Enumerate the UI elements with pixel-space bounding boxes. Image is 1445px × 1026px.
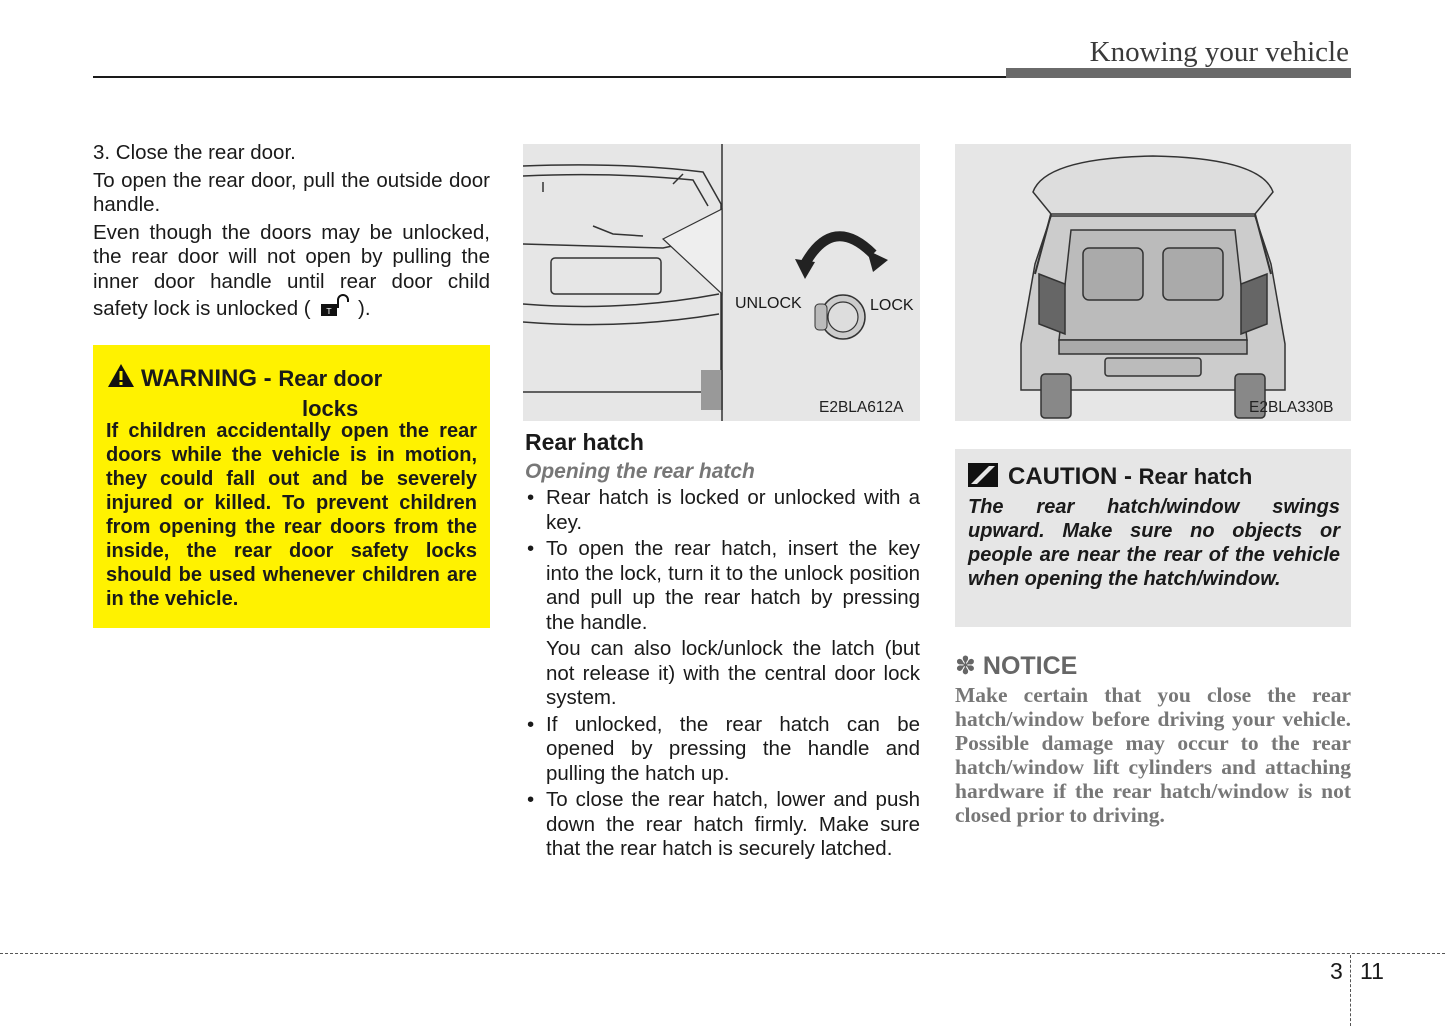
figure-rear-hatch-lock <box>523 144 920 421</box>
section-title-rear-hatch: Rear hatch <box>525 429 644 455</box>
caution-subject: Rear hatch <box>1138 464 1253 489</box>
step-close-rear-door: 3. Close the rear door. <box>93 141 296 164</box>
unlock-padlock-icon <box>319 294 349 325</box>
lock-label: LOCK <box>870 297 914 314</box>
footer-rule <box>0 953 1445 954</box>
instruction-bullet: • If unlocked, the rear hatch can be opened by pressing the handle and pulling the hatch up. <box>525 713 920 787</box>
svg-text:T: T <box>326 307 332 316</box>
paragraph-child-lock <box>93 221 490 325</box>
warning-subject-line2: locks <box>302 396 359 421</box>
child-lock-text: Even though the doors may be unlocked, the rear door will not open by pulling the inner door handle until rear door child safety lock is unlocked ( <box>93 220 490 320</box>
paragraph-open-rear-door: To open the rear door, pull the outside door handle. <box>93 168 490 216</box>
rear-hatch-instructions <box>525 486 920 862</box>
notice-body: Make certain that you close the rear hatch/window before driving your vehicle. Possible damage may occur to the rear hatch/window lift cylinders and attaching hardware if the rear hatch/window is not closed prior to driving. <box>955 683 1351 827</box>
caution-box <box>955 449 1351 627</box>
caution-body: The rear hatch/window swings upward. Make sure no objects or people are near the rear of the vehicle when opening the hatch/window. <box>968 496 1340 590</box>
middle-column <box>525 430 920 864</box>
caution-heading: CAUTION - <box>1008 463 1132 490</box>
instruction-bullet: • To close the rear hatch, lower and push down the rear hatch firmly. Make sure that the rear hatch is securely latched. <box>525 788 920 862</box>
figure2-code: E2BLA330B <box>1249 399 1334 416</box>
caution-slash-icon <box>968 463 998 494</box>
warning-box <box>93 345 490 628</box>
header-rule <box>93 76 1008 78</box>
page-header-title: Knowing your vehicle <box>1089 36 1349 68</box>
figure1-code: E2BLA612A <box>819 399 904 416</box>
page-number: 11 <box>1360 958 1384 984</box>
instruction-bullet: • To open the rear hatch, insert the key into the lock, turn it to the unlock position and pull up the rear hatch by pressing the handle. You can also lock/unlock the latch (but not release it) with the central door lock system. <box>525 537 920 711</box>
caution-title <box>968 463 1252 494</box>
footer-divider <box>1350 955 1351 1026</box>
warning-title <box>107 363 382 423</box>
subsection-title-opening: Opening the rear hatch <box>525 459 755 483</box>
notice-heading: ✽ NOTICE <box>955 652 1078 680</box>
instruction-bullet: • Rear hatch is locked or unlocked with a key. <box>525 486 920 535</box>
left-column <box>93 141 490 325</box>
warning-heading: WARNING - <box>141 365 272 392</box>
rear-hatch-lock-illustration <box>523 144 920 421</box>
unlock-label: UNLOCK <box>735 295 802 312</box>
header-rule-accent <box>1006 68 1351 78</box>
open-rear-hatch-illustration <box>955 144 1351 421</box>
warning-triangle-icon <box>107 363 135 395</box>
chapter-number: 3 <box>1330 958 1343 984</box>
child-lock-text-end: ). <box>358 297 371 320</box>
figure-open-rear-hatch <box>955 144 1351 421</box>
warning-subject-line1: Rear door <box>278 366 383 391</box>
warning-body: If children accidentally open the rear doors while the vehicle is in motion, they could fall out and be severely injured or killed. To prevent children from opening the rear doors from the inside, the rear door safety locks should be used whenever children are in the vehicle. <box>106 420 477 610</box>
